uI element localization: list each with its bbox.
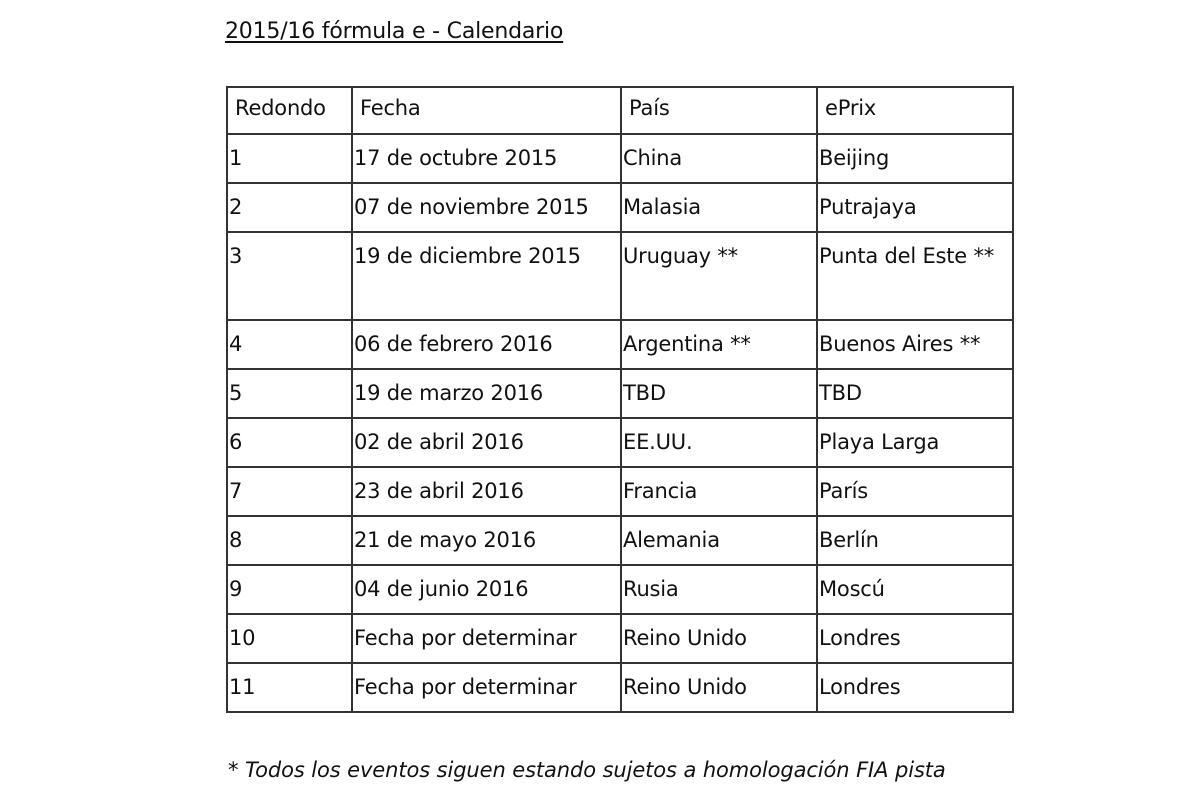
country-cell: Argentina **: [621, 320, 817, 369]
eprix-cell: Putrajaya: [817, 183, 1013, 232]
calendar-table: [226, 86, 1014, 713]
date-cell: 21 de mayo 2016: [352, 516, 621, 565]
country-cell: Rusia: [621, 565, 817, 614]
country-cell: Malasia: [621, 183, 817, 232]
round-cell: 8: [227, 516, 352, 565]
column-header-country: País: [621, 87, 817, 134]
column-header-round: Redondo: [227, 87, 352, 134]
country-cell: Reino Unido: [621, 663, 817, 712]
table-row: [227, 516, 1013, 565]
eprix-cell: Moscú: [817, 565, 1013, 614]
date-cell: 19 de marzo 2016: [352, 369, 621, 418]
round-cell: 5: [227, 369, 352, 418]
eprix-cell: París: [817, 467, 1013, 516]
country-cell: TBD: [621, 369, 817, 418]
date-cell: 06 de febrero 2016: [352, 320, 621, 369]
table-row: [227, 232, 1013, 320]
country-cell: EE.UU.: [621, 418, 817, 467]
footnote: * Todos los eventos siguen estando sujetos a homologación FIA pista: [228, 758, 946, 782]
round-cell: 4: [227, 320, 352, 369]
table-row: [227, 614, 1013, 663]
country-cell: China: [621, 134, 817, 183]
date-cell: 19 de diciembre 2015: [352, 232, 621, 320]
country-cell: Francia: [621, 467, 817, 516]
round-cell: 3: [227, 232, 352, 320]
eprix-cell: Londres: [817, 614, 1013, 663]
column-header-date: Fecha: [352, 87, 621, 134]
round-cell: 7: [227, 467, 352, 516]
table-row: [227, 418, 1013, 467]
column-header-eprix: ePrix: [817, 87, 1013, 134]
date-cell: Fecha por determinar: [352, 614, 621, 663]
date-cell: 17 de octubre 2015: [352, 134, 621, 183]
eprix-cell: Londres: [817, 663, 1013, 712]
round-cell: 10: [227, 614, 352, 663]
round-cell: 9: [227, 565, 352, 614]
round-cell: 1: [227, 134, 352, 183]
table-row: [227, 320, 1013, 369]
eprix-cell: Playa Larga: [817, 418, 1013, 467]
table-row: [227, 565, 1013, 614]
eprix-cell: Punta del Este **: [817, 232, 1013, 320]
table-row: [227, 183, 1013, 232]
table-row: [227, 467, 1013, 516]
country-cell: Uruguay **: [621, 232, 817, 320]
table-row: [227, 369, 1013, 418]
date-cell: 23 de abril 2016: [352, 467, 621, 516]
eprix-cell: TBD: [817, 369, 1013, 418]
eprix-cell: Buenos Aires **: [817, 320, 1013, 369]
round-cell: 11: [227, 663, 352, 712]
date-cell: 04 de junio 2016: [352, 565, 621, 614]
table-row: [227, 134, 1013, 183]
date-cell: 02 de abril 2016: [352, 418, 621, 467]
table-header-row: [227, 87, 1013, 134]
country-cell: Alemania: [621, 516, 817, 565]
page-title: 2015/16 fórmula e - Calendario: [225, 19, 564, 44]
eprix-cell: Beijing: [817, 134, 1013, 183]
round-cell: 6: [227, 418, 352, 467]
round-cell: 2: [227, 183, 352, 232]
date-cell: 07 de noviembre 2015: [352, 183, 621, 232]
country-cell: Reino Unido: [621, 614, 817, 663]
table-row: [227, 663, 1013, 712]
eprix-cell: Berlín: [817, 516, 1013, 565]
date-cell: Fecha por determinar: [352, 663, 621, 712]
